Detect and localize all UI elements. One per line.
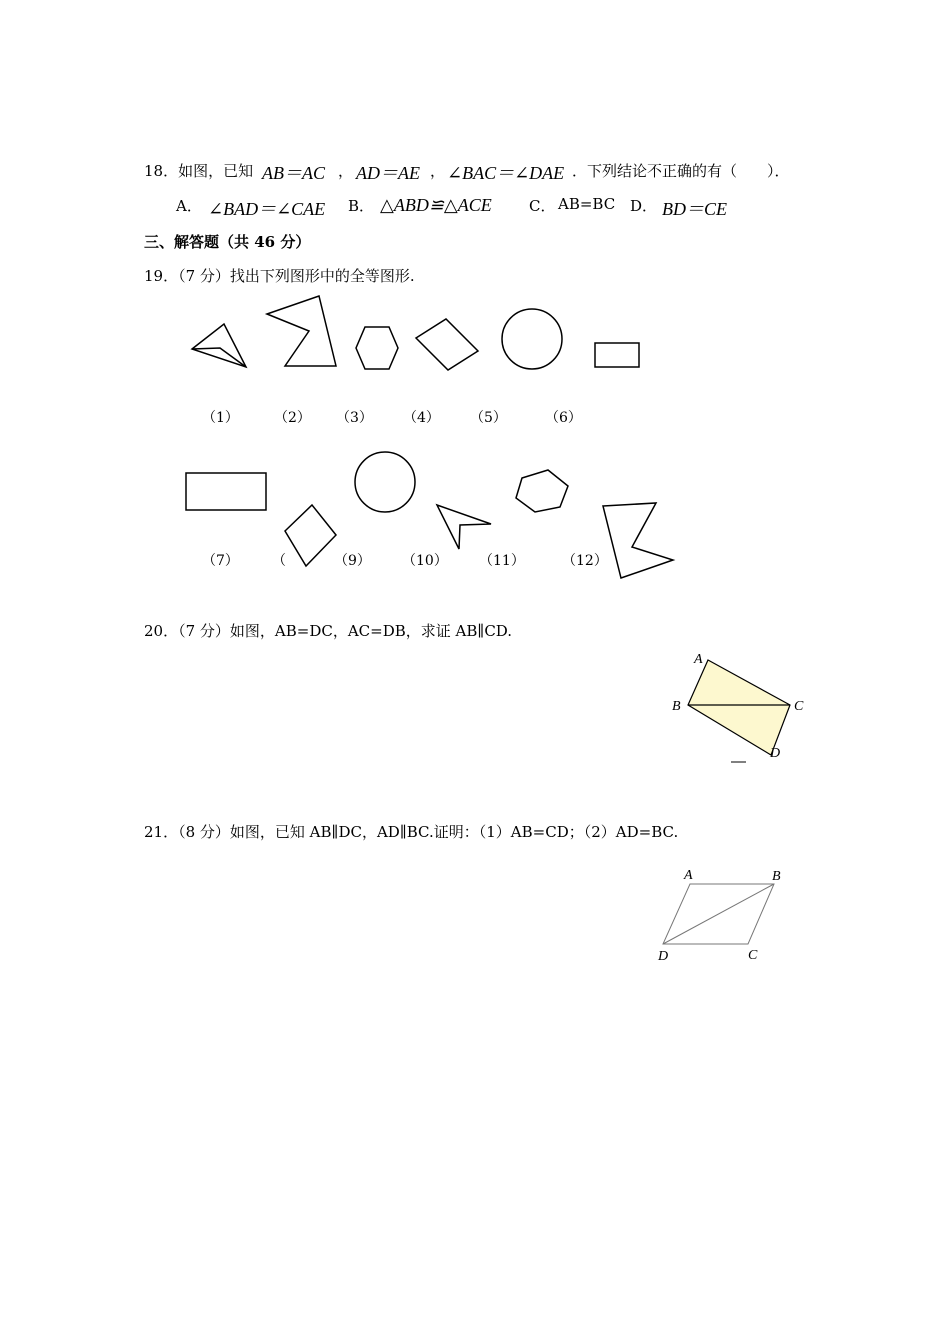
q20-label-b: B: [672, 699, 681, 714]
figure-label-10: （10）: [402, 553, 448, 569]
figure-label-3: （3）: [336, 410, 373, 426]
q20-score: （7 分）: [178, 622, 230, 640]
q21-label-b: B: [772, 869, 781, 884]
figure-label-5: （5）: [470, 410, 507, 426]
q18-option-b-text: △ABD≌△ACE: [380, 195, 492, 215]
figure-label-8: （: [272, 553, 286, 569]
q18-option-c-text: AB=BC: [558, 195, 616, 213]
figure-label-11: （11）: [479, 553, 525, 569]
q19-text: 找出下列图形中的全等图形.: [229, 267, 415, 285]
q18-option-a-text: ∠BAD＝∠CAE: [208, 199, 326, 219]
q21-label-a: A: [684, 868, 693, 883]
q18-number: 18．: [144, 162, 179, 180]
q20-number: 20．: [144, 622, 179, 640]
q20-label-a: A: [694, 652, 703, 667]
q19-number: 19．: [144, 267, 179, 285]
q21-number: 21．: [144, 823, 179, 841]
q21-diagonal-bd: [663, 884, 774, 944]
figure-label-6: （6）: [545, 410, 582, 426]
figure-label-1: （1）: [202, 410, 239, 426]
q18-text-1: 如图，已知: [178, 162, 254, 180]
q18-separator-1: ，: [338, 162, 354, 180]
q21-label-d: D: [658, 949, 669, 964]
q18-text-2: ．下列结论不正确的有（ ）．: [572, 162, 790, 180]
figure-label-12: （12）: [562, 553, 608, 569]
q18-option-d-text: BD＝CE: [662, 199, 727, 219]
q21-text: 如图，已知 AB∥DC，AD∥BC.证明：（1）AB=CD；（2）AD=BC.: [229, 823, 679, 841]
q18-equation-1: AB＝AC: [262, 163, 325, 183]
figure-label-7: （7）: [202, 553, 239, 569]
q18-option-d-label: D．: [630, 197, 658, 215]
figure-label-4: （4）: [403, 410, 440, 426]
figure-label-9: （9）: [334, 553, 371, 569]
q18-separator-2: ，: [430, 162, 446, 180]
figure-label-2: （2）: [274, 410, 311, 426]
q18-equation-3: ∠BAC＝∠DAE: [447, 163, 565, 183]
q20-label-c: C: [794, 699, 804, 714]
q20-text: 如图，AB=DC，AC=DB，求证 AB∥CD.: [229, 622, 513, 640]
q18-option-a-label: A．: [176, 197, 202, 215]
section-heading: 三、解答题（共 46 分）: [144, 233, 311, 251]
q21-label-c: C: [748, 948, 758, 963]
q19-score: （7 分）: [178, 267, 230, 285]
q18-option-c-label: C．: [529, 197, 556, 215]
q18-equation-2: AD＝AE: [356, 163, 420, 183]
q18-option-b-label: B．: [348, 197, 375, 215]
q21-score: （8 分）: [178, 823, 230, 841]
q20-label-d: D: [770, 746, 781, 761]
